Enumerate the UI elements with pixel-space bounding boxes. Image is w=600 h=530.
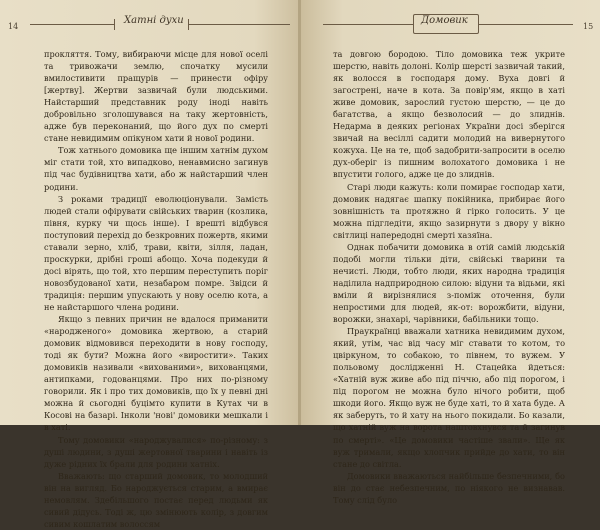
paragraph: Домовики вважаються найбільше безпечними, бо він до стає небезпечним, по ніякого не визнавав. Тому слід було	[333, 470, 565, 505]
right-page-number: 15	[583, 22, 594, 31]
paragraph: Тому домовики «народжувалися» по-різному: з душі людини, з душі жертовної тварини і навіть із дуже рідних їх брали для родини хатніх.	[44, 434, 268, 469]
paragraph: Тож хатнього домовика ще іншим хатнім духом міг стати той, хто випадково, ненавмисно загинув під час будівництва хати, або ж найстарший член родини.	[44, 145, 268, 192]
left-running-header	[30, 14, 290, 34]
header-rule-right	[479, 24, 573, 25]
header-tick	[114, 19, 115, 30]
paragraph: Якщо з певних причин не вдалося приманити «народженого» домовика жертвою, а старий домовик відмовився переходити в нову господу, тоді як бути? Можна його «виростити». Таких домовиків називали «вихованими», вихованцями, антипками, годованцями. Про них по-різному говорили. Як і про тих домовиків, що їх у певні дні можна й сьогодні буцімто купити в Кутах чи в Косові на базарі. Інколи 'нові' домовики мешкали і в хаті.	[44, 314, 268, 433]
right-page-text	[333, 48, 565, 506]
left-header-title: Хатні духи	[124, 15, 184, 26]
paragraph: прокляття. Тому, вибираючи місце для нової оселі та тривожачи землю, спочатку мусили вмилостивити пращурів — принести офіру [жертву]. Жертви зазвичай були людськими. Найстарший представник роду iноді навіть добровільно зголошувався на таку жертовність, адже був переконаний, що його дух по смерті стане невидимим опікуном хати й нової родини.	[44, 49, 268, 144]
paragraph: Однак побачити домовика в отій самій людській подобі могли тільки діти, свійські тварини та нечисті. Люди, тобто люди, яких народна традиція надiлила надприродною силою: відуни та відьми, які вміли й вирізнялися з-поміж оточення, були непростими для людей, як-от: ворожбити, відуни, ворожки, знахарі, чарівники, бабільники тощо.	[333, 241, 565, 325]
header-rule-left	[30, 24, 114, 25]
paragraph: та довгою бородою. Тіло домовика теж укрите шерстю, навіть долоні. Колір шерсті зазвичай такий, як волосся в господаря дому. Вуха довгі й загострені, наче в кота. За повір'ям, якщо в хаті живе домовик, зарослий густою шерстю, — це до багатства, а якщо безволосий — до злиднів. Недарма в деяких регіонах України досі зберігся звичай на весіллі садити молодий на вивернутого кожуха. Це на те, щоб задобрити-запросити в оселю дух-оберіг із пишним волохатого домовика і не впустити голого, адже це до злиднів.	[333, 49, 565, 180]
paragraph: Вважають: що старший домовик, то молодший він на вигляд. Бо народжується старим, а вмирає немовлям. Здебільшого постає перед людьми як сивий дідусь. Тоді ж, цю змінюють колір, з довгим сивим кошлатим волоссям	[44, 470, 268, 529]
left-page-number: 14	[8, 22, 19, 31]
paragraph: Праукраїнці вважали хатника невидимим духом, який, утім, час від часу міг ставати то котом, то цвіркуном, то собакою, то півнем, то вужем. У польовому дослідженні Н. Стацейка йдеться: «Хатній вуж живе або під піччю, або під порогом, і під порогом не можна було нічого робити, щоб шкоди його. Якщо вуж не буде хаті, то й хата буде. А як заберуть, то й хату на нього покидали. Бо казали, що хатній вуж на ворота наштовхнувся та й загинув по смерті». «Це домовики частіше звали». Ще як вуж тримали, якщо хлопчик прийде до хати, то він стане до світла.	[333, 326, 565, 469]
header-rule-right	[188, 24, 290, 25]
left-page-text	[44, 48, 268, 530]
right-page	[301, 0, 600, 505]
right-header-title: Домовик	[421, 15, 468, 26]
paragraph: Старі люди кажуть: коли помирає господар хати, домовик надягає шапку покійника, прибирає його зовнішність та протяжно й гірко голосить. У це можна підгледіти, якщо зазирнути з двору у вікно світлиці напередодні смерті хазяїна.	[333, 181, 565, 240]
paragraph: З роками традиції еволюціонували. Замість людей стали офірувати свійських тварин (козлика, півня, курку чи щось інше). І врешті вiдбувся поступовий перехід до безкровних пожертв, якими ставали зерно, хліб, трави, квіти, зілля, ладан, проскурки, дрібні гроші абощо. Хоча подекуди й досі вірять, що той, хто першим переступить поріг новозбудованої хати, незабаром помре. Звідси й традиція: першим упускають у нову оселю кота, а не найстаршого члена родини.	[44, 193, 268, 312]
header-rule-left	[323, 24, 413, 25]
right-running-header	[323, 14, 573, 34]
left-page	[0, 0, 299, 529]
